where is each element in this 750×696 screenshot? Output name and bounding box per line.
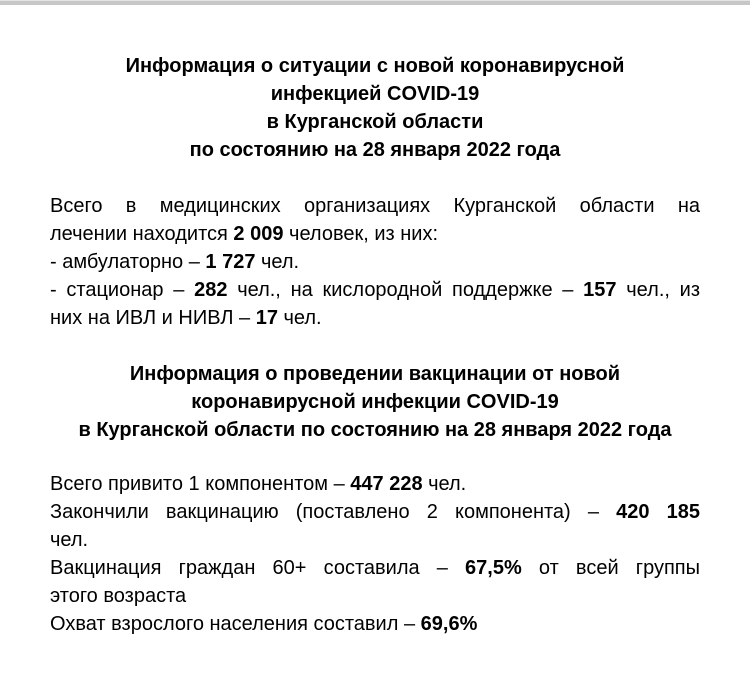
treatment-line-2	[50, 220, 700, 248]
situation-heading-line3: в Курганской области	[266, 111, 484, 133]
oxygen-value: 157	[583, 279, 617, 301]
seniors-group-text: от всей группы	[521, 557, 700, 579]
treatment-line-3	[50, 248, 700, 276]
situation-heading	[0, 52, 750, 164]
vaccination-heading-line2: коронавирусной инфекции COVID-19	[191, 391, 559, 413]
ventilator-value: 17	[255, 307, 278, 329]
first-component-value: 447 228	[350, 473, 423, 495]
outpatient-value: 1 727	[205, 251, 256, 273]
completed-label: Закончили вакцинацию (поставлено 2 компонента) –	[50, 501, 617, 523]
seniors-group-text-2: этого возраста	[50, 585, 187, 607]
situation-heading-line2: инфекцией COVID-19	[270, 83, 480, 105]
outpatient-unit: чел.	[255, 251, 300, 273]
vaccination-heading-line3: в Курганской области по состоянию на 28 января 2022 года	[78, 419, 672, 441]
treatment-paragraph	[50, 192, 700, 332]
treatment-line-1	[50, 192, 700, 220]
oxygen-label: чел., на кислородной поддержке –	[227, 279, 584, 301]
hospital-label: - стационар –	[50, 279, 195, 301]
vaccination-heading-line1: Информация о проведении вакцинации от новой	[129, 363, 621, 385]
treatment-line2-pre: лечении находится	[50, 223, 234, 245]
ventilator-unit: чел.	[277, 307, 322, 329]
vaccination-heading	[0, 360, 750, 444]
treatment-line2-post: человек, из них:	[283, 223, 438, 245]
adult-coverage-value: 69,6%	[420, 613, 478, 635]
first-component-label: Всего привито 1 компонентом –	[50, 473, 351, 495]
completed-unit: чел.	[50, 529, 89, 551]
vaccination-line-6	[50, 610, 700, 638]
first-component-unit: чел.	[422, 473, 467, 495]
vaccination-line-1	[50, 470, 700, 498]
vaccination-paragraph	[50, 470, 700, 638]
completed-value: 420 185	[616, 501, 701, 523]
treatment-line4-post: чел., из	[616, 279, 701, 301]
seniors-percent-value: 67,5%	[465, 557, 522, 579]
vaccination-line-4	[50, 554, 700, 582]
treatment-line-5	[50, 304, 700, 332]
situation-heading-line1: Информация о ситуации с новой коронавирусной	[125, 55, 625, 77]
ventilator-label: них на ИВЛ и НИВЛ –	[50, 307, 256, 329]
patients-total-value: 2 009	[233, 223, 284, 245]
vaccination-line-2	[50, 498, 700, 526]
treatment-line-4	[50, 276, 700, 304]
adult-coverage-label: Охват взрослого населения составил –	[50, 613, 421, 635]
vaccination-line-5	[50, 582, 700, 610]
situation-heading-line4: по состоянию на 28 января 2022 года	[189, 139, 561, 161]
outpatient-label: - амбулаторно –	[50, 251, 206, 273]
vaccination-line-3	[50, 526, 700, 554]
hospital-value: 282	[194, 279, 228, 301]
treatment-line1-text: Всего в медицинских организациях Курганской области на	[50, 195, 700, 217]
top-border-bar	[0, 0, 750, 5]
seniors-label: Вакцинация граждан 60+ составила –	[50, 557, 466, 579]
